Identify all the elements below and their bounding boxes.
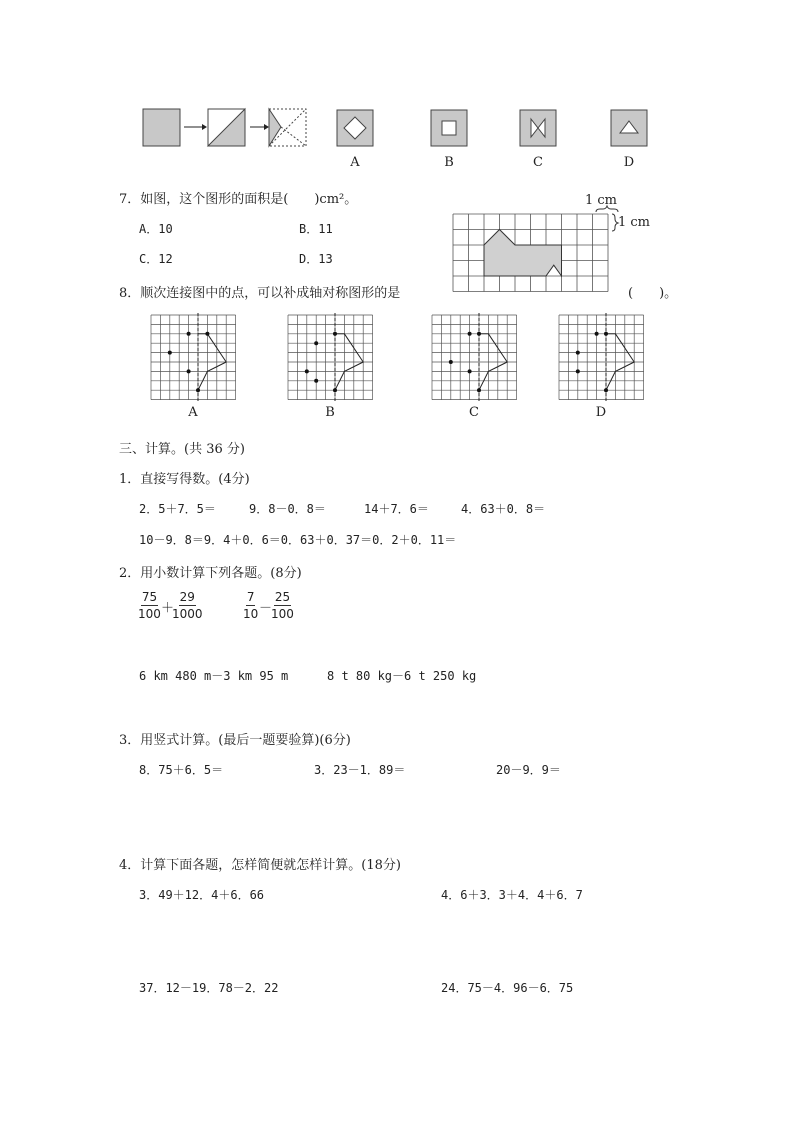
point-dot — [449, 360, 453, 364]
point-dot — [595, 332, 599, 336]
fold-sequence-figure — [140, 106, 310, 148]
point-dot — [314, 379, 318, 383]
point-dot — [576, 351, 580, 355]
point-dot — [305, 369, 309, 373]
point-dot — [196, 388, 200, 392]
unit-label-vertical: 1 cm — [618, 215, 651, 230]
q6-option-d-figure[interactable] — [610, 109, 648, 147]
s3-q1-item: 9．8－0．8＝ — [249, 502, 326, 516]
q8-option-d-grid[interactable] — [558, 314, 644, 398]
section3-title: 三、计算。(共 36 分) — [119, 442, 245, 457]
q7-option-b[interactable]: B．11 — [299, 222, 333, 236]
s3-q3-item: 8．75＋6．5＝ — [139, 763, 224, 777]
fraction-29-1000 — [172, 590, 203, 621]
s3-q4-item: 37．12－19．78－2．22 — [139, 981, 279, 995]
point-dot — [314, 341, 318, 345]
numerator: 25 — [274, 590, 291, 604]
point-dot — [333, 332, 337, 336]
fraction-25-100 — [271, 590, 294, 621]
fraction-7-10 — [243, 590, 258, 621]
point-dot — [468, 369, 472, 373]
s3-q4-title: 4．计算下面各题，怎样简便就怎样计算。(18分) — [119, 858, 401, 873]
s3-q1-title: 1．直接写得数。(4分) — [119, 472, 250, 487]
area-grid-figure — [452, 213, 612, 295]
point-dot — [187, 332, 191, 336]
point-dot — [168, 351, 172, 355]
q6-option-c-figure[interactable] — [519, 109, 557, 147]
s3-q4-item: 4．6＋3．3＋4．4＋6．7 — [441, 888, 583, 902]
q7-stem: 7．如图，这个图形的面积是( )cm²。 — [119, 192, 358, 207]
q8-option-a-grid[interactable] — [150, 314, 236, 398]
shaded-figure — [484, 230, 562, 277]
q8-option-a-label: A — [188, 405, 198, 420]
point-dot — [477, 332, 481, 336]
s3-q1-row2: 10－9．8＝9．4＋0．6＝0．63＋0．37＝0．2＋0．11＝ — [139, 533, 457, 547]
q6-option-a-figure[interactable] — [336, 109, 374, 147]
s3-q1-item: 4．63＋0．8＝ — [461, 502, 546, 516]
point-dot — [604, 388, 608, 392]
point-dot — [477, 388, 481, 392]
denominator: 10 — [243, 607, 259, 621]
s3-q4-item: 3．49＋12．4＋6．66 — [139, 888, 265, 902]
s3-q1-item: 2．5＋7．5＝ — [139, 502, 216, 516]
denominator: 100 — [271, 607, 294, 621]
q8-option-b-grid[interactable] — [287, 314, 373, 398]
s3-q4-item: 24．75－4．96－6．75 — [441, 981, 574, 995]
q6-option-a-label: A — [350, 155, 360, 170]
q7-option-a[interactable]: A．10 — [139, 222, 173, 236]
q8-answer-paren[interactable]: ( )。 — [628, 286, 678, 301]
q8-option-d-label: D — [595, 405, 607, 420]
plus-operator: ＋ — [161, 601, 175, 616]
minus-operator: － — [259, 601, 273, 616]
unit-label-horizontal: 1 cm — [585, 193, 618, 208]
point-dot — [333, 388, 337, 392]
s3-q2-unit-item: 6 km 480 m－3 km 95 m — [139, 669, 289, 683]
numerator: 7 — [246, 590, 255, 604]
s3-q2-unit-item: 8 t 80 kg－6 t 250 kg — [327, 669, 477, 683]
numerator: 29 — [179, 590, 195, 604]
q7-option-c[interactable]: C．12 — [139, 252, 173, 266]
q8-stem: 8．顺次连接图中的点，可以补成轴对称图形的是 — [119, 286, 401, 301]
s3-q3-item: 20－9．9＝ — [496, 763, 561, 777]
q6-option-b-figure[interactable] — [430, 109, 468, 147]
numerator: 75 — [141, 590, 158, 604]
q7-option-d[interactable]: D．13 — [299, 252, 333, 266]
denominator: 100 — [138, 607, 161, 621]
s3-q3-title: 3．用竖式计算。(最后一题要验算)(6分) — [119, 733, 351, 748]
point-dot — [187, 369, 191, 373]
q8-option-c-label: C — [469, 405, 479, 420]
q8-option-b-label: B — [325, 405, 335, 420]
q6-option-d-label: D — [623, 155, 635, 170]
s3-q2-title: 2．用小数计算下列各题。(8分) — [119, 566, 302, 581]
q6-option-b-label: B — [444, 155, 454, 170]
fraction-75-100 — [138, 590, 161, 621]
point-dot — [604, 332, 608, 336]
q8-option-c-grid[interactable] — [431, 314, 517, 398]
point-dot — [576, 369, 580, 373]
s3-q1-item: 14＋7．6＝ — [364, 502, 429, 516]
denominator: 1000 — [172, 607, 203, 621]
q6-option-c-label: C — [533, 155, 543, 170]
point-dot — [468, 332, 472, 336]
point-dot — [205, 332, 209, 336]
s3-q3-item: 3．23－1．89＝ — [314, 763, 406, 777]
